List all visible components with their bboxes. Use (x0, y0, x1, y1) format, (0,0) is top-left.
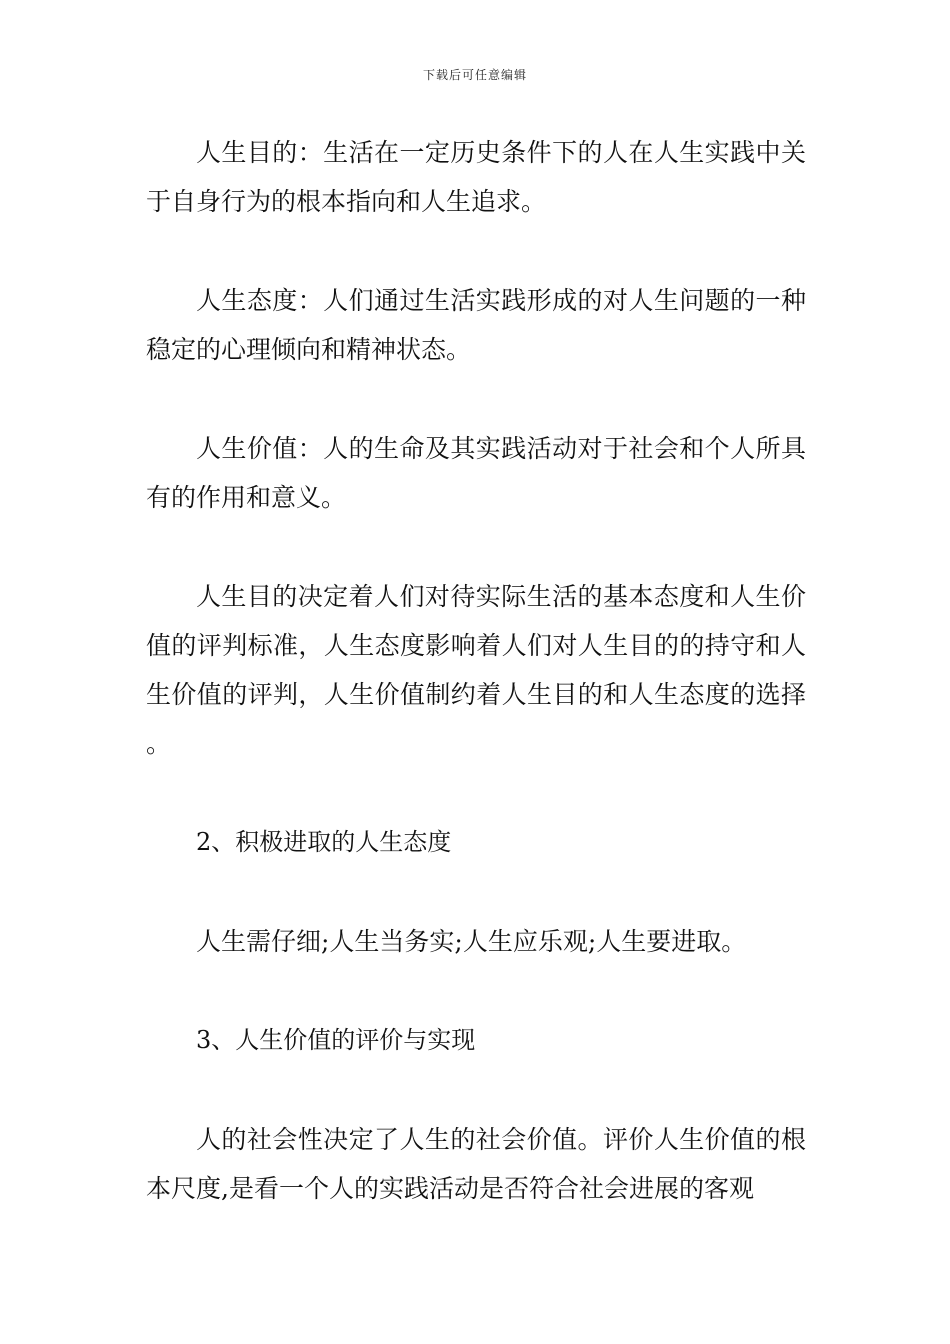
header-note: 下载后可任意编辑 (422, 68, 527, 82)
section-heading-2: 2、积极进取的人生态度 (196, 828, 452, 856)
section-heading-3: 3、人生价值的评价与实现 (196, 1026, 476, 1054)
document-body (146, 128, 806, 1213)
paragraph-life-attitude: 人生态度：人们通过生活实践形成的对人生问题的一种稳定的心理倾向和精神状态。 (146, 286, 806, 364)
paragraph-social-value: 人的社会性决定了人生的社会价值。评价人生价值的根本尺度,是看一个人的实践活动是否符合社会进展的客观 (146, 1125, 806, 1203)
paragraph-relationship: 人生目的决定着人们对待实际生活的基本态度和人生价值的评判标准，人生态度影响着人们对人生目的的持守和人生价值的评判，人生价值制约着人生目的和人生态度的选择。 (146, 582, 806, 758)
paragraph-life-purpose: 人生目的：生活在一定历史条件下的人在人生实践中关于自身行为的根本指向和人生追求。 (146, 138, 806, 216)
paragraph-attitude-points: 人生需仔细;人生当务实;人生应乐观;人生要进取。 (196, 927, 747, 956)
paragraph-life-value: 人生价值：人的生命及其实践活动对于社会和个人所具有的作用和意义。 (146, 434, 806, 512)
